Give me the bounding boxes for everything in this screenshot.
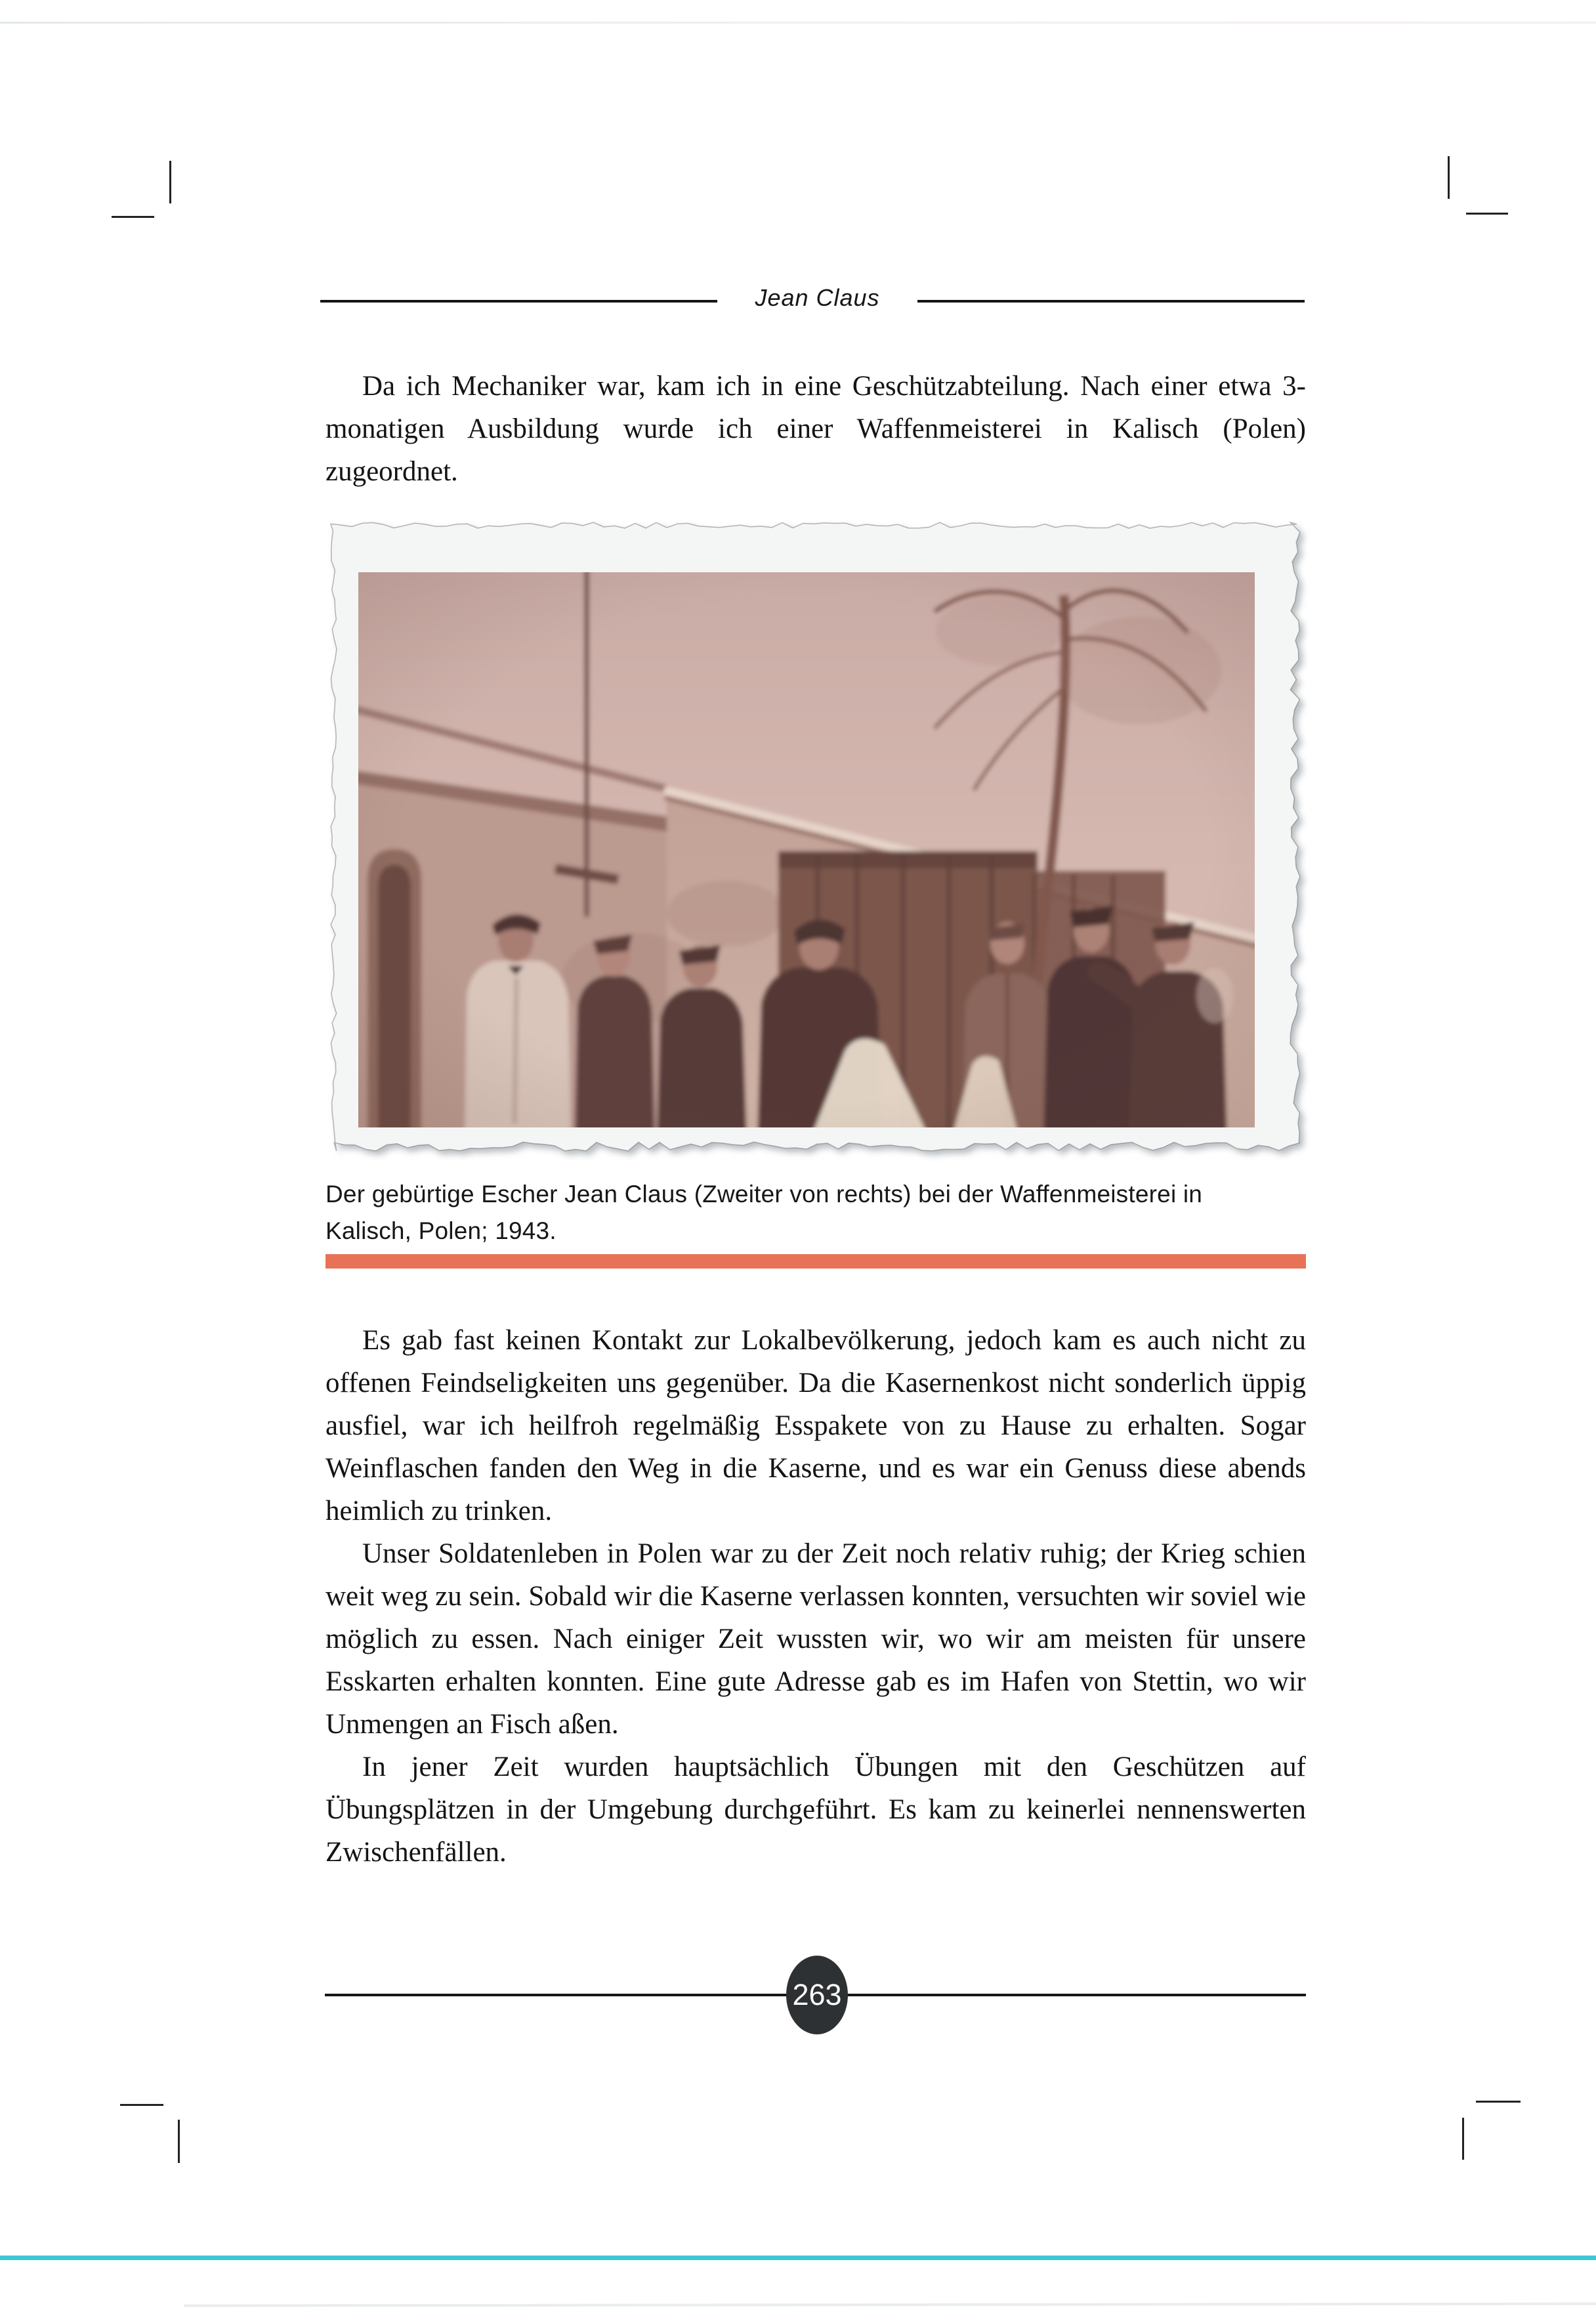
photo-caption-line-1: Der gebürtige Escher Jean Claus (Zweiter von rechts) bei der Waffenmeisterei in [326,1181,1203,1208]
photo-image [345,559,1268,1141]
crop-mark-bottom-left-horizontal [120,2104,163,2106]
running-header-title: Jean Claus [755,284,880,311]
header-rule-right [917,300,1305,303]
page-number: 263 [792,1978,842,2011]
crop-mark-top-left-horizontal [112,216,154,218]
top-scan-line [0,22,1596,24]
group-photograph [324,516,1307,1158]
paragraph-2: Es gab fast keinen Kontakt zur Lokalbevölkerung, jedoch kam es auch nicht zu offenen Feindseligkeiten uns gegenüber. Da die Kasernenkost nicht sonderlich üppig ausfiel, war ich heilfroh regelmäßig Esspakete von zu Hause zu erhalten. Sogar Weinflaschen fanden den Weg in die Kaserne, und es war ein Genuss diese abends heimlich zu trinken. [326,1325,1306,1526]
bottom-scan-edge [184,2302,1596,2307]
crop-mark-top-left-vertical [169,161,171,203]
page-number-badge [786,1956,848,2034]
photo-caption [326,1176,1306,1250]
accent-bar [326,1254,1306,1269]
paragraph-4: In jener Zeit wurden hauptsächlich Übungen mit den Geschützen auf Übungsplätzen in der Umgebung durchgeführt. Es kam zu keinerlei nennenswerten Zwischenfällen. [326,1752,1306,1868]
bottom-cyan-line [0,2256,1596,2260]
paragraph-1: Da ich Mechaniker war, kam ich in eine Geschützabteilung. Nach einer etwa 3-monatigen Ausbildung wurde ich einer Waffenmeisterei in Kalisch (Polen) zugeordnet. [326,371,1306,487]
body-text-block-2 [326,1319,1306,1874]
photo-caption-line-2: Kalisch, Polen; 1943. [326,1217,556,1244]
crop-mark-bottom-right-horizontal [1476,2101,1521,2103]
crop-mark-bottom-right-vertical [1462,2118,1464,2160]
crop-mark-top-right-horizontal [1466,213,1508,215]
photo-svg [324,516,1307,1158]
body-text-block-1 [326,365,1306,493]
crop-mark-bottom-left-vertical [178,2120,180,2163]
header-rule-left [320,300,717,303]
paragraph-3: Unser Soldatenleben in Polen war zu der Zeit noch relativ ruhig; der Krieg schien weit weg zu sein. Sobald wir die Kaserne verlassen konnten, versuchten wir soviel wie möglich zu essen. Nach einiger Zeit wussten wir, wo wir am meisten für unsere Esskarten erhalten konnten. Eine gute Adresse gab es im Hafen von Stettin, wo wir Unmengen an Fisch aßen. [326,1538,1306,1740]
crop-mark-top-right-vertical [1448,156,1450,199]
